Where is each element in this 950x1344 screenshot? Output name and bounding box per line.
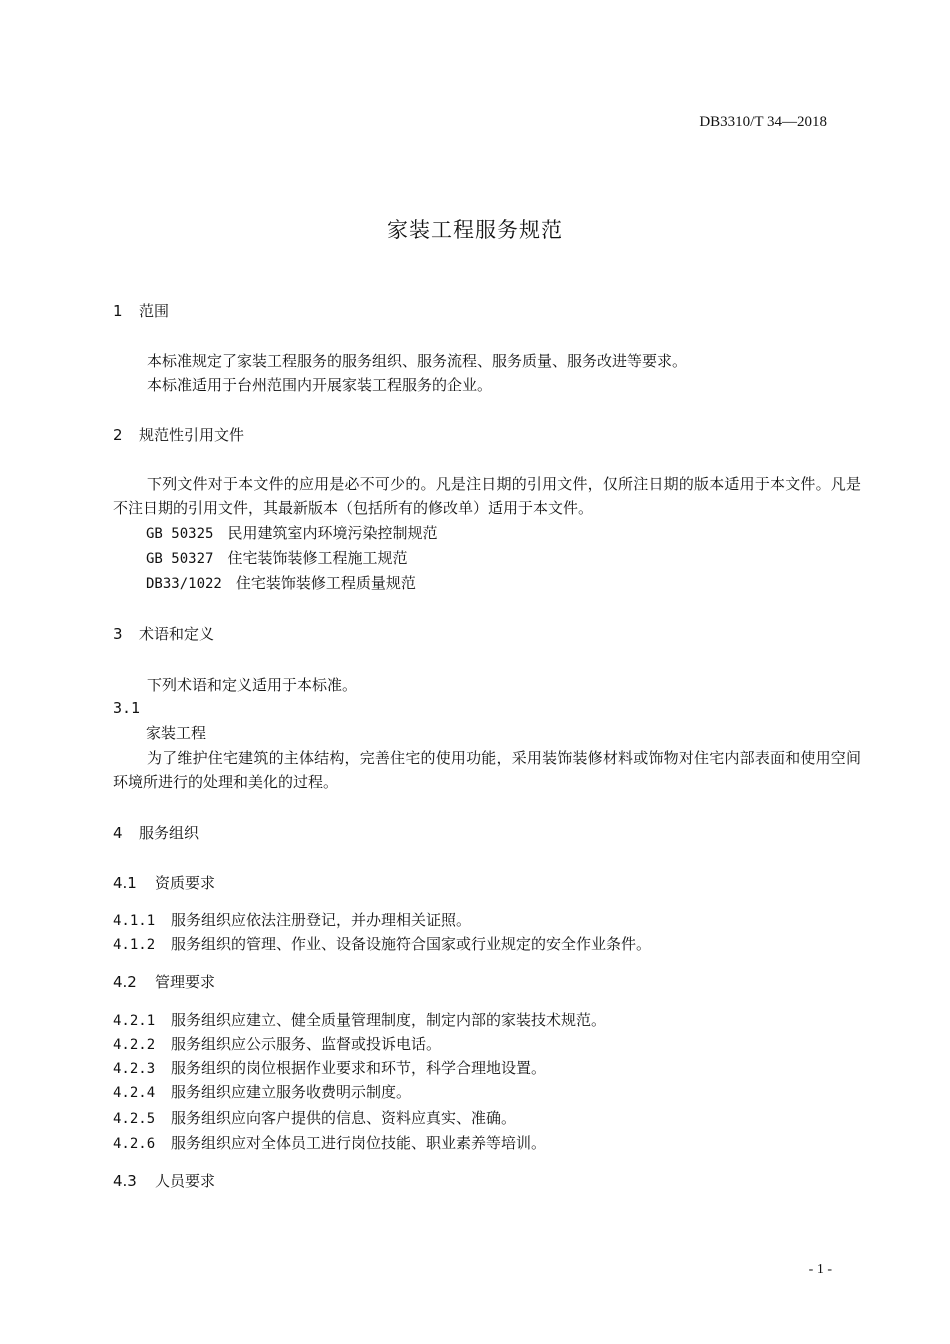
section-number: 3 [113,625,123,643]
page-number: - 1 - [808,1262,832,1277]
clause-number: 4.2.4 [113,1085,156,1101]
clause-number: 4.2.1 [113,1013,156,1029]
clause-text: 服务组织应依法注册登记，并办理相关证照。 [171,911,472,929]
section-number: 4 [113,824,123,842]
section-3-heading [113,623,214,644]
clause-item [113,1107,516,1128]
term-name: 家装工程 [146,724,207,742]
paragraph: 本标准适用于台州范围内开展家装工程服务的企业。 [147,376,493,394]
term-definition: 为了维护住宅建筑的主体结构，完善住宅的使用功能，采用装饰装修材料或饰物对住宅内部表面和使用空间环境所进行的处理和美化的过程。 [113,749,861,791]
subsection-4-1-heading [113,872,215,893]
subsection-title: 资质要求 [155,874,216,892]
paragraph: 下列文件对于本文件的应用是必不可少的。凡是注日期的引用文件，仅所注日期的版本适用于本文件。凡是不注日期的引用文件，其最新版本（包括所有的修改单）适用于本文件。 [113,475,861,517]
clause-item [113,1132,546,1153]
clause-text: 服务组织应向客户提供的信息、资料应真实、准确。 [171,1109,517,1127]
section-title: 规范性引用文件 [139,426,245,444]
paragraph: 本标准规定了家装工程服务的服务组织、服务流程、服务质量、服务改进等要求。 [147,352,688,370]
subsection-title: 人员要求 [155,1172,216,1190]
document-title: 家装工程服务规范 [387,218,563,242]
term-number: 3.1 [113,699,141,717]
clause-item [113,1009,606,1030]
reference-item [146,547,407,568]
clause-item [113,1081,411,1102]
section-title: 范围 [139,302,170,320]
clause-number: 4.2.2 [113,1037,156,1053]
section-number: 2 [113,426,123,444]
clause-text: 服务组织应建立服务收费明示制度。 [171,1083,412,1101]
subsection-number: 4.1 [113,874,137,892]
clause-text: 服务组织应公示服务、监督或投诉电话。 [171,1035,442,1053]
section-2-heading [113,424,244,445]
clause-text: 服务组织应建立、健全质量管理制度，制定内部的家装技术规范。 [171,1011,607,1029]
clause-number: 4.2.3 [113,1061,156,1077]
section-title: 服务组织 [139,824,200,842]
clause-number: 4.2.5 [113,1111,156,1127]
clause-item [113,933,651,954]
section-title: 术语和定义 [139,625,215,643]
clause-item [113,1057,546,1078]
clause-item [113,909,471,930]
clause-text: 服务组织的管理、作业、设备设施符合国家或行业规定的安全作业条件。 [171,935,652,953]
reference-item [146,572,416,593]
section-4-heading [113,822,199,843]
reference-code: GB 50325 [146,526,214,542]
subsection-4-2-heading [113,971,215,992]
subsection-number: 4.3 [113,1172,137,1190]
clause-number: 4.1.2 [113,937,156,953]
clause-text: 服务组织的岗位根据作业要求和环节，科学合理地设置。 [171,1059,547,1077]
clause-number: 4.1.1 [113,913,156,929]
clause-item [113,1033,441,1054]
subsection-4-3-heading [113,1170,215,1191]
reference-name: 民用建筑室内环境污染控制规范 [227,524,438,542]
section-1-heading [113,300,169,321]
reference-name: 住宅装饰装修工程质量规范 [235,574,416,592]
reference-code: DB33/1022 [146,576,222,592]
document-code: DB3310/T 34—2018 [699,114,827,130]
subsection-number: 4.2 [113,973,137,991]
clause-number: 4.2.6 [113,1136,156,1152]
reference-name: 住宅装饰装修工程施工规范 [227,549,408,567]
section-number: 1 [113,302,123,320]
clause-text: 服务组织应对全体员工进行岗位技能、职业素养等培训。 [171,1134,547,1152]
reference-code: GB 50327 [146,551,214,567]
paragraph: 下列术语和定义适用于本标准。 [147,676,358,694]
reference-item [146,522,437,543]
subsection-title: 管理要求 [155,973,216,991]
